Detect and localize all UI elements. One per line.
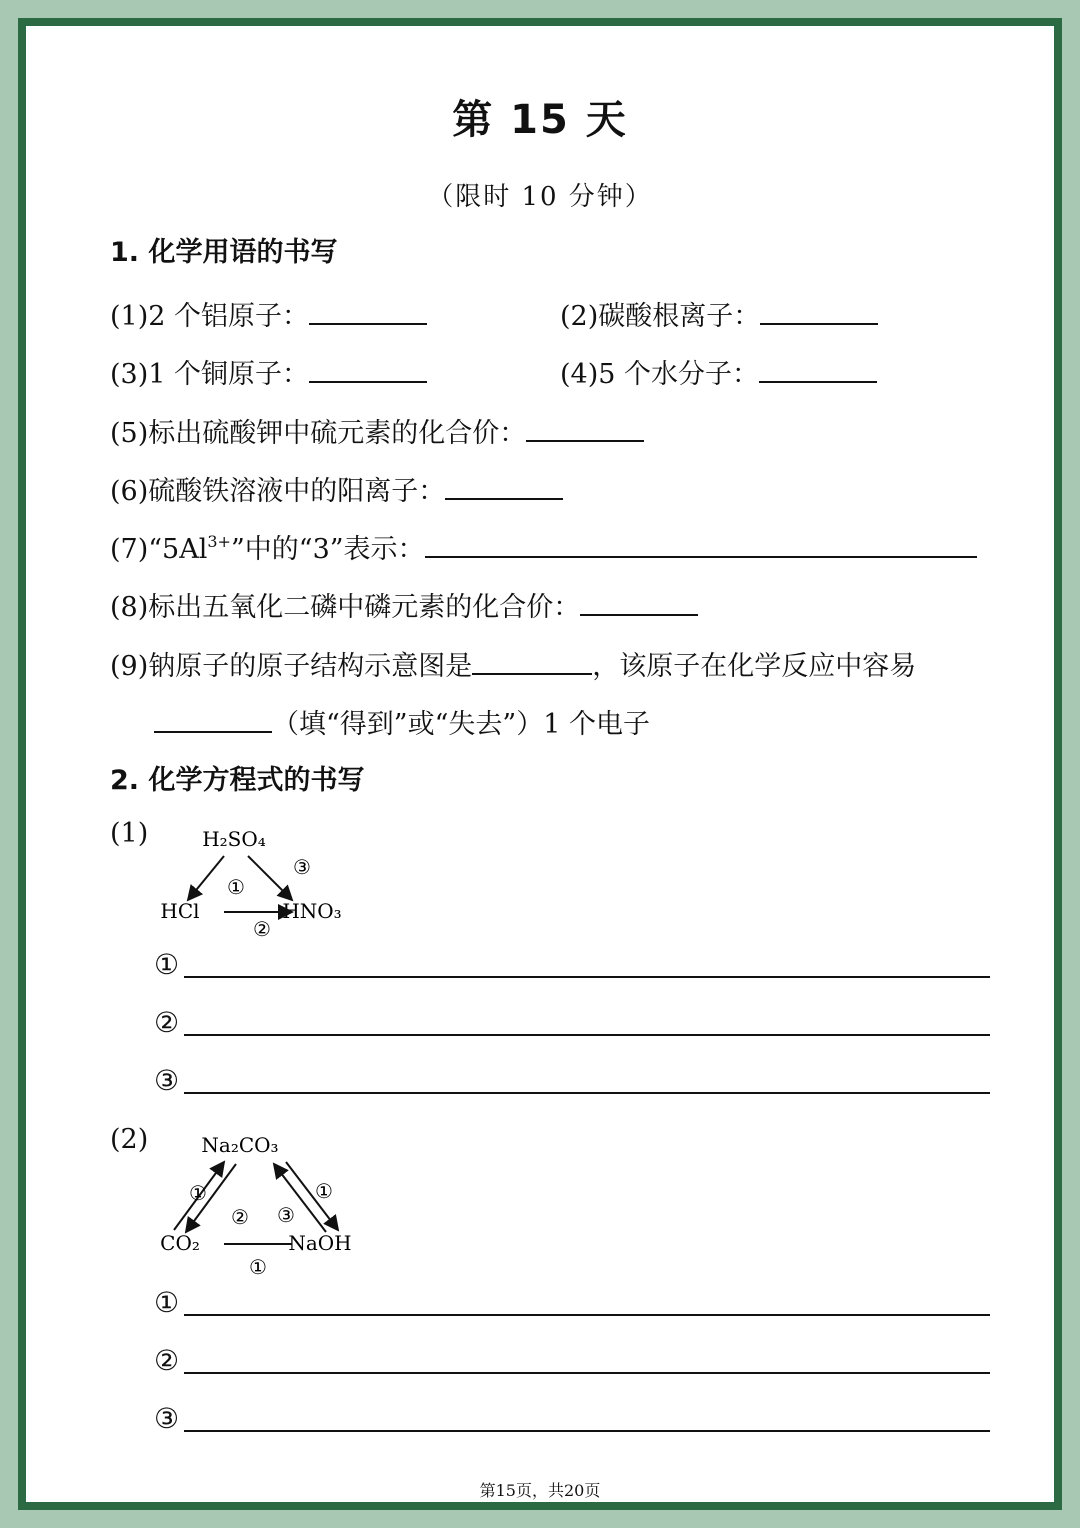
answer-marker-2: ②	[154, 1006, 180, 1039]
question-5-text: (5)标出硫酸钾中硫元素的化合价：	[110, 418, 527, 449]
step-marker-3: ③	[293, 855, 311, 879]
question-1	[110, 294, 427, 333]
answer-blank-5[interactable]	[526, 414, 644, 442]
node-na2co3: Na₂CO₃	[201, 1133, 279, 1157]
conversion-diagram-1	[144, 808, 344, 941]
answer-blank-4[interactable]	[759, 355, 877, 383]
question-3	[110, 352, 427, 391]
node-co2: CO₂	[160, 1231, 200, 1255]
page-frame	[18, 18, 1062, 1510]
arrow-h2so4-hno3	[248, 856, 292, 900]
page-title: 第 15 天	[452, 97, 628, 143]
conversion-diagram-2	[144, 1112, 364, 1279]
node-naoh: NaOH	[288, 1231, 352, 1255]
answer-blank-9a[interactable]	[472, 647, 592, 675]
question-2	[560, 294, 878, 333]
answer-blank-7[interactable]	[425, 530, 977, 558]
step-marker-bottom: ①	[249, 1255, 267, 1279]
answer-marker-4: ①	[154, 1286, 180, 1319]
equation-line-2-1[interactable]	[184, 1314, 990, 1316]
page-footer: 第15页，共20页	[479, 1481, 601, 1500]
question-5	[110, 411, 644, 450]
question-9	[110, 644, 916, 683]
question-4-text: (4)5 个水分子：	[560, 359, 760, 390]
answer-marker-1: ①	[154, 948, 180, 981]
answer-blank-6[interactable]	[445, 472, 563, 500]
equation-line-1-3[interactable]	[184, 1092, 990, 1094]
step-marker-right: ①	[315, 1179, 333, 1203]
answer-blank-1[interactable]	[309, 297, 427, 325]
section-1-heading: 1. 化学用语的书写	[110, 237, 338, 268]
answer-blank-3[interactable]	[309, 355, 427, 383]
step-marker-left: ①	[189, 1181, 207, 1205]
question-9-text-a: (9)钠原子的原子结构示意图是	[110, 651, 473, 682]
step-marker-center-left: ②	[231, 1205, 249, 1229]
worksheet-page	[26, 26, 1054, 1502]
question-9-text-b: ，该原子在化学反应中容易	[592, 651, 917, 682]
question-9-text-c: （填“得到”或“失去”）1 个电子	[272, 709, 650, 740]
question-7-text-b: ”中的“3”表示：	[230, 534, 425, 565]
answer-blank-2[interactable]	[760, 297, 878, 325]
charge-superscript: 3+	[207, 532, 231, 551]
section-2-heading: 2. 化学方程式的书写	[110, 765, 365, 796]
equation-line-1-2[interactable]	[184, 1034, 990, 1036]
part-1-label: (1)	[110, 818, 149, 849]
answer-marker-6: ③	[154, 1402, 180, 1435]
answer-marker-3: ③	[154, 1064, 180, 1097]
question-9-continued	[154, 702, 650, 741]
question-7-text-a: (7)“5Al	[110, 534, 208, 565]
step-marker-2: ②	[253, 917, 271, 941]
step-marker-center-right: ③	[277, 1203, 295, 1227]
equation-line-2-2[interactable]	[184, 1372, 990, 1374]
answer-blank-9b[interactable]	[154, 705, 272, 733]
question-6-text: (6)硫酸铁溶液中的阳离子：	[110, 476, 446, 507]
answer-marker-5: ②	[154, 1344, 180, 1377]
arrow-h2so4-hcl	[188, 856, 224, 900]
time-limit: （限时 10 分钟）	[427, 182, 653, 212]
question-8	[110, 585, 698, 624]
question-1-text: (1)2 个铝原子：	[110, 301, 310, 332]
node-hcl: HCl	[160, 899, 200, 923]
node-h2so4: H₂SO₄	[202, 827, 266, 851]
equation-line-1-1[interactable]	[184, 976, 990, 978]
question-4	[560, 352, 877, 391]
question-3-text: (3)1 个铜原子：	[110, 359, 310, 390]
equation-line-2-3[interactable]	[184, 1430, 990, 1432]
part-2-label: (2)	[110, 1124, 149, 1155]
node-hno3: HNO₃	[282, 899, 342, 923]
question-7	[110, 527, 977, 566]
step-marker-1: ①	[227, 875, 245, 899]
question-8-text: (8)标出五氧化二磷中磷元素的化合价：	[110, 592, 581, 623]
answer-blank-8[interactable]	[580, 588, 698, 616]
question-6	[110, 469, 563, 508]
question-2-text: (2)碳酸根离子：	[560, 301, 761, 332]
